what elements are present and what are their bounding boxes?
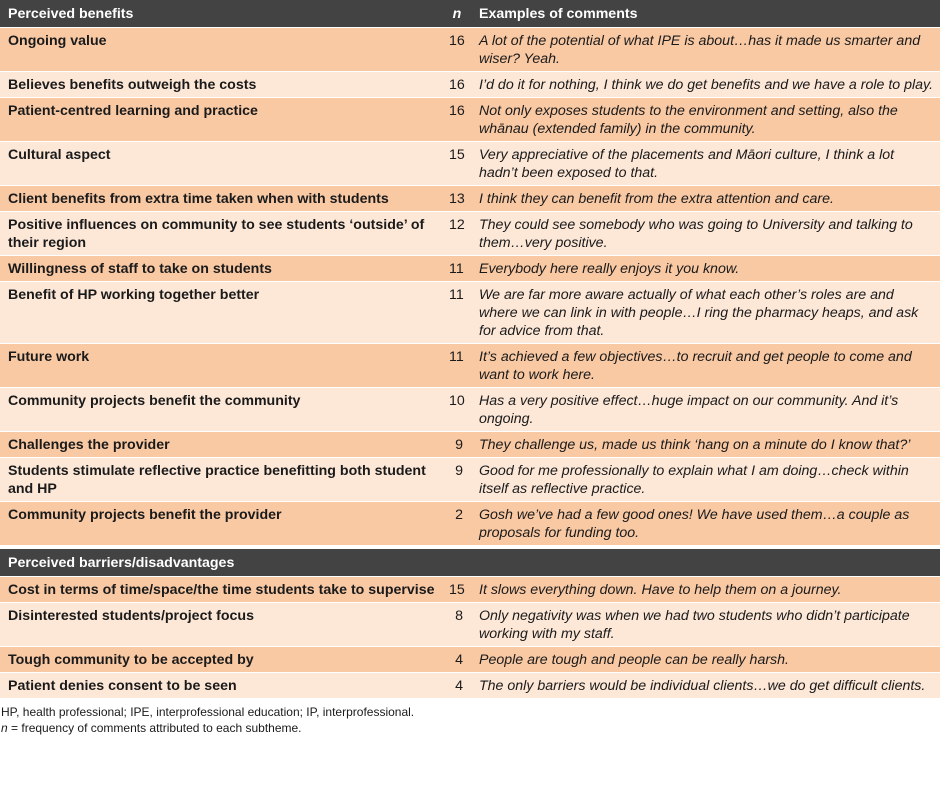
subtheme-cell: Ongoing value (0, 28, 441, 72)
frequency-cell: 10 (441, 388, 471, 432)
subtheme-cell: Benefit of HP working together better (0, 282, 441, 344)
subtheme-cell: Community projects benefit the community (0, 388, 441, 432)
table-row (0, 212, 940, 256)
frequency-cell: 16 (441, 72, 471, 98)
table-row (0, 603, 940, 647)
frequency-cell: 8 (441, 603, 471, 647)
subtheme-cell: Positive influences on community to see students ‘outside’ of their region (0, 212, 441, 256)
comment-cell: Only negativity was when we had two students who didn’t participate working with my staff. (471, 603, 940, 647)
subtheme-cell: Cultural aspect (0, 142, 441, 186)
n-definition-text: = frequency of comments attributed to each subtheme. (7, 721, 302, 735)
subtheme-cell: Students stimulate reflective practice benefitting both student and HP (0, 458, 441, 502)
comment-cell: A lot of the potential of what IPE is about…has it made us smarter and wiser? Yeah. (471, 28, 940, 72)
comment-cell: Everybody here really enjoys it you know. (471, 256, 940, 282)
subtheme-cell: Disinterested students/project focus (0, 603, 441, 647)
n-symbol: n (1, 721, 8, 735)
header-n: n (441, 0, 471, 28)
table-footnotes (0, 704, 940, 736)
subtheme-cell: Client benefits from extra time taken when with students (0, 186, 441, 212)
frequency-cell: 4 (441, 673, 471, 699)
subtheme-cell: Future work (0, 344, 441, 388)
section-header-row (0, 547, 940, 577)
comment-cell: It’s achieved a few objectives…to recruit and get people to come and want to work here. (471, 344, 940, 388)
frequency-cell: 11 (441, 256, 471, 282)
frequency-cell: 9 (441, 432, 471, 458)
comment-cell: I’d do it for nothing, I think we do get benefits and we have a role to play. (471, 72, 940, 98)
subtheme-cell: Patient denies consent to be seen (0, 673, 441, 699)
table-row (0, 72, 940, 98)
comment-cell: I think they can benefit from the extra attention and care. (471, 186, 940, 212)
frequency-cell: 11 (441, 282, 471, 344)
comment-cell: Gosh we’ve had a few good ones! We have used them…a couple as proposals for funding too. (471, 502, 940, 548)
table-row (0, 502, 940, 548)
table-row (0, 647, 940, 673)
frequency-cell: 16 (441, 28, 471, 72)
section-header-perceived-barriers: Perceived barriers/disadvantages (0, 547, 940, 577)
comment-cell: People are tough and people can be really harsh. (471, 647, 940, 673)
subtheme-cell: Challenges the provider (0, 432, 441, 458)
subtheme-cell: Patient-centred learning and practice (0, 98, 441, 142)
frequency-cell: 11 (441, 344, 471, 388)
header-perceived-benefits: Perceived benefits (0, 0, 441, 28)
comment-cell: We are far more aware actually of what each other’s roles are and where we can link in with people…I ring the pharmacy heaps, and ask for advice from that. (471, 282, 940, 344)
table-row (0, 577, 940, 603)
table-row (0, 673, 940, 699)
table-row (0, 458, 940, 502)
subtheme-cell: Willingness of staff to take on students (0, 256, 441, 282)
table-row (0, 256, 940, 282)
comment-cell: Good for me professionally to explain what I am doing…check within itself as reflective practice. (471, 458, 940, 502)
comment-cell: The only barriers would be individual clients…we do get difficult clients. (471, 673, 940, 699)
frequency-cell: 9 (441, 458, 471, 502)
frequency-cell: 16 (441, 98, 471, 142)
comment-cell: Has a very positive effect…huge impact on our community. And it’s ongoing. (471, 388, 940, 432)
comment-cell: Very appreciative of the placements and Māori culture, I think a lot hadn’t been exposed to that. (471, 142, 940, 186)
subtheme-cell: Believes benefits outweigh the costs (0, 72, 441, 98)
frequency-cell: 15 (441, 142, 471, 186)
frequency-cell: 12 (441, 212, 471, 256)
n-definition-note (1, 720, 940, 736)
table-row (0, 28, 940, 72)
comment-cell: It slows everything down. Have to help them on a journey. (471, 577, 940, 603)
table-row (0, 388, 940, 432)
table-row (0, 344, 940, 388)
table-header-row (0, 0, 940, 28)
frequency-cell: 4 (441, 647, 471, 673)
subtheme-cell: Community projects benefit the provider (0, 502, 441, 548)
frequency-cell: 13 (441, 186, 471, 212)
subtheme-cell: Tough community to be accepted by (0, 647, 441, 673)
comment-cell: They could see somebody who was going to University and talking to them…very positive. (471, 212, 940, 256)
comment-cell: They challenge us, made us think ‘hang on a minute do I know that?’ (471, 432, 940, 458)
frequency-cell: 2 (441, 502, 471, 548)
subtheme-cell: Cost in terms of time/space/the time students take to supervise (0, 577, 441, 603)
table-row (0, 432, 940, 458)
table-row (0, 186, 940, 212)
comment-cell: Not only exposes students to the environment and setting, also the whānau (extended family) in the community. (471, 98, 940, 142)
frequency-cell: 15 (441, 577, 471, 603)
header-examples-of-comments: Examples of comments (471, 0, 940, 28)
table-row (0, 98, 940, 142)
abbreviations-note: HP, health professional; IPE, interprofessional education; IP, interprofessional. (1, 705, 415, 719)
table-row (0, 142, 940, 186)
table-row (0, 282, 940, 344)
